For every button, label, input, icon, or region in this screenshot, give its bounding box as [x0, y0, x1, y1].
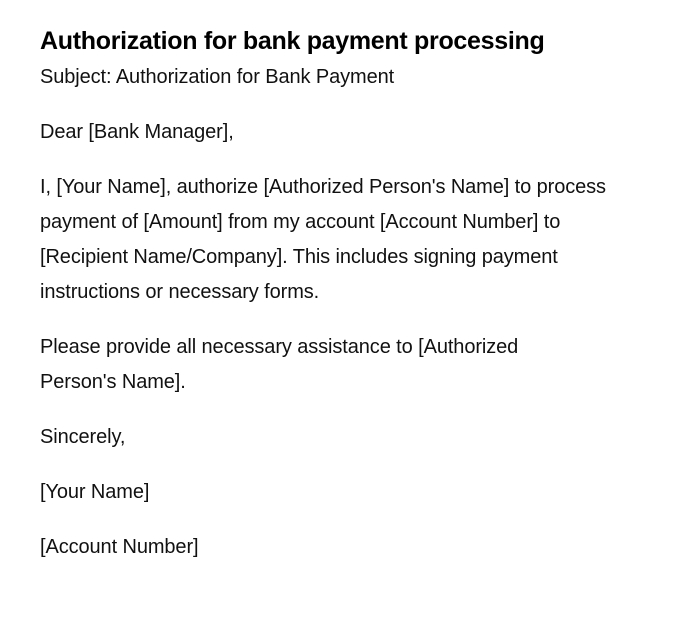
signature-name: [Your Name]	[40, 481, 150, 503]
body-paragraph-authorization: I, [Your Name], authorize [Authorized Person's Name] to process payment of [Amount] from my account [Account Number] to [Recipient Name/Company]. This includes signing payment instructions or necessary forms.	[40, 176, 606, 303]
signature-account: [Account Number]	[40, 536, 199, 558]
document-title: Authorization for bank payment processing	[40, 27, 545, 55]
salutation: Dear [Bank Manager],	[40, 121, 234, 143]
body-paragraph-assistance: Please provide all necessary assistance to [Authorized Person's Name].	[40, 336, 519, 393]
subject-line: Subject: Authorization for Bank Payment	[40, 66, 395, 88]
closing: Sincerely,	[40, 426, 126, 448]
